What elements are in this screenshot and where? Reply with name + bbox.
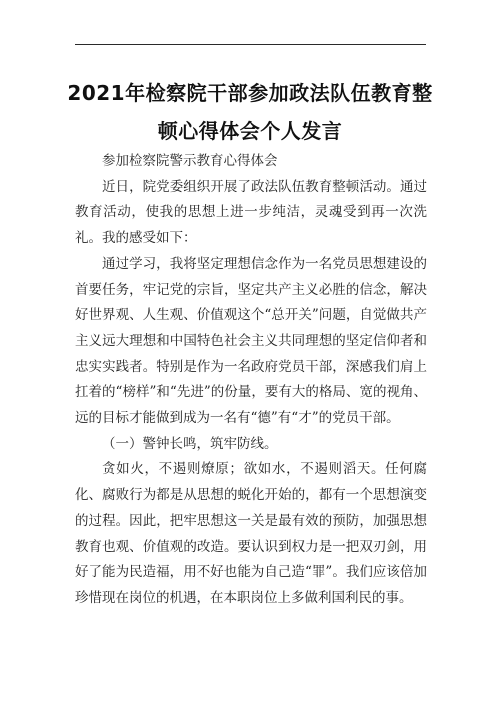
paragraph: 通过学习，我将坚定理想信念作为一名党员思想建设的首要任务，牢记党的宗旨，坚定共产主义必胜的信念，解决好世界观、人生观、价值观这个“总开关”问题，自觉做共产主义远大理想和中国特色社会主义共同理想的坚定信仰者和忠实实践者。特别是作为一名政府党员干部，深感我们肩上扛着的“榜样”和“先进”的份量，要有大的格局、宽的视角、远的目标才能做到成为一名有“德”有“才”的党员干部。 xyxy=(75,255,427,427)
document-subtitle: 参加检察院警示教育心得体会 xyxy=(102,153,278,169)
paragraph: 近日，院党委组织开展了政法队伍教育整顿活动。通过教育活动，使我的思想上进一步纯洁，灵魂受到再一次洗礼。我的感受如下： xyxy=(75,178,427,247)
document-body xyxy=(75,149,427,612)
header-rule xyxy=(75,44,426,45)
section-heading: （一）警钟长鸣，筑牢防线。 xyxy=(102,435,278,452)
paragraph: 贪如火，不遏则燎原；欲如水，不遏则滔天。任何腐化、腐败行为都是从思想的蜕化开始的，都有一个思想演变的过程。因此，把牢思想这一关是最有效的预防，加强思想教育也观、价值观的改造。要认识到权力是一把双刃剑，用好了能为民造福，用不好也能为自己造“罪”。我们应该倍加珍惜现在岗位的机遇，在本职岗位上多做利国利民的事。 xyxy=(75,461,427,606)
document-title: 2021年检察院干部参加政法队伍教育整顿心得体会个人发言 xyxy=(67,81,433,143)
